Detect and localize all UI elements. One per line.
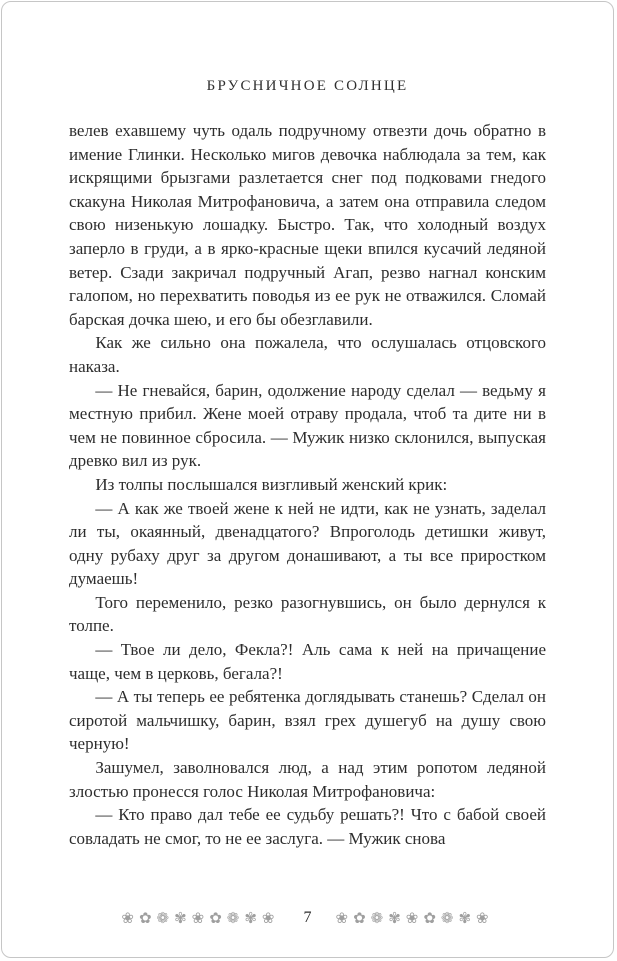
page-number: 7	[303, 909, 312, 926]
paragraph: — Кто право дал тебе ее судьбу решать?! Что с бабой своей совладать не смог, то не ее заслуга. — Мужик снова	[69, 805, 546, 848]
paragraph: Зашумел, заволновался люд, а над этим ропотом ледяной злостью пронесся голос Николая Митрофановича:	[69, 758, 546, 801]
paragraph: Того переменило, резко разогнувшись, он было дернулся к толпе.	[69, 592, 546, 636]
paragraph: — Не гневайся, барин, одолжение народу сделал — ведьму я местную прибил. Жене моей отраву продала, чтоб та дите ни в чем не повинное сбросила. — Мужик низко склонился, выпуская древко вил из рук.	[69, 380, 546, 471]
book-page	[1, 1, 614, 958]
paragraph: — А ты теперь ее ребятенка доглядывать станешь? Сделал он сиротой мальчишку, барин, взял грех душегуб на душу свою черную!	[69, 687, 546, 754]
floral-ornament-left-icon: ❀✿❁✾❀✿❁✾❀	[121, 908, 280, 927]
running-head-title: БРУСНИЧНОЕ СОЛНЦЕ	[206, 78, 409, 94]
paragraph: — Твое ли дело, Фекла?! Аль сама к ней на причащение чаще, чем в церковь, бегала?!	[69, 640, 546, 683]
page-footer	[2, 909, 613, 927]
floral-ornament-right-icon: ❀✿❁✾❀✿❁✾❀	[335, 908, 494, 927]
paragraph: Из толпы послышался визгливый женский крик:	[95, 474, 448, 494]
paragraph: — А как же твоей жене к ней не идти, как не узнать, заделал ли ты, окаянный, двенадцатого? Впроголодь детишки живут, одну рубаху друг за другом донашивают, а ты все приростком думаешь!	[69, 498, 546, 589]
paragraph: Как же сильно она пожалела, что ослушалась отцовского наказа.	[69, 333, 546, 376]
paragraph: велев ехавшему чуть одаль подручному отвезти дочь обратно в имение Глинки. Несколько мигов девочка наблюдала за тем, как искрящими брызгами разлетается снег под подковами гнедого скакуна Николая Митрофановича, а затем она отправила следом свою низенькую лошадку. Быстро. Так, что холодный воздух заперло в груди, а в ярко-красные щеки впился кусачий ледяной ветер. Сзади закричал подручный Агап, резво нагнал конским галопом, но перехватить поводья из ее рук не отважился. Сломай барская дочка шею, и его бы обезглавили.	[69, 121, 546, 329]
page-body-text	[69, 119, 546, 850]
